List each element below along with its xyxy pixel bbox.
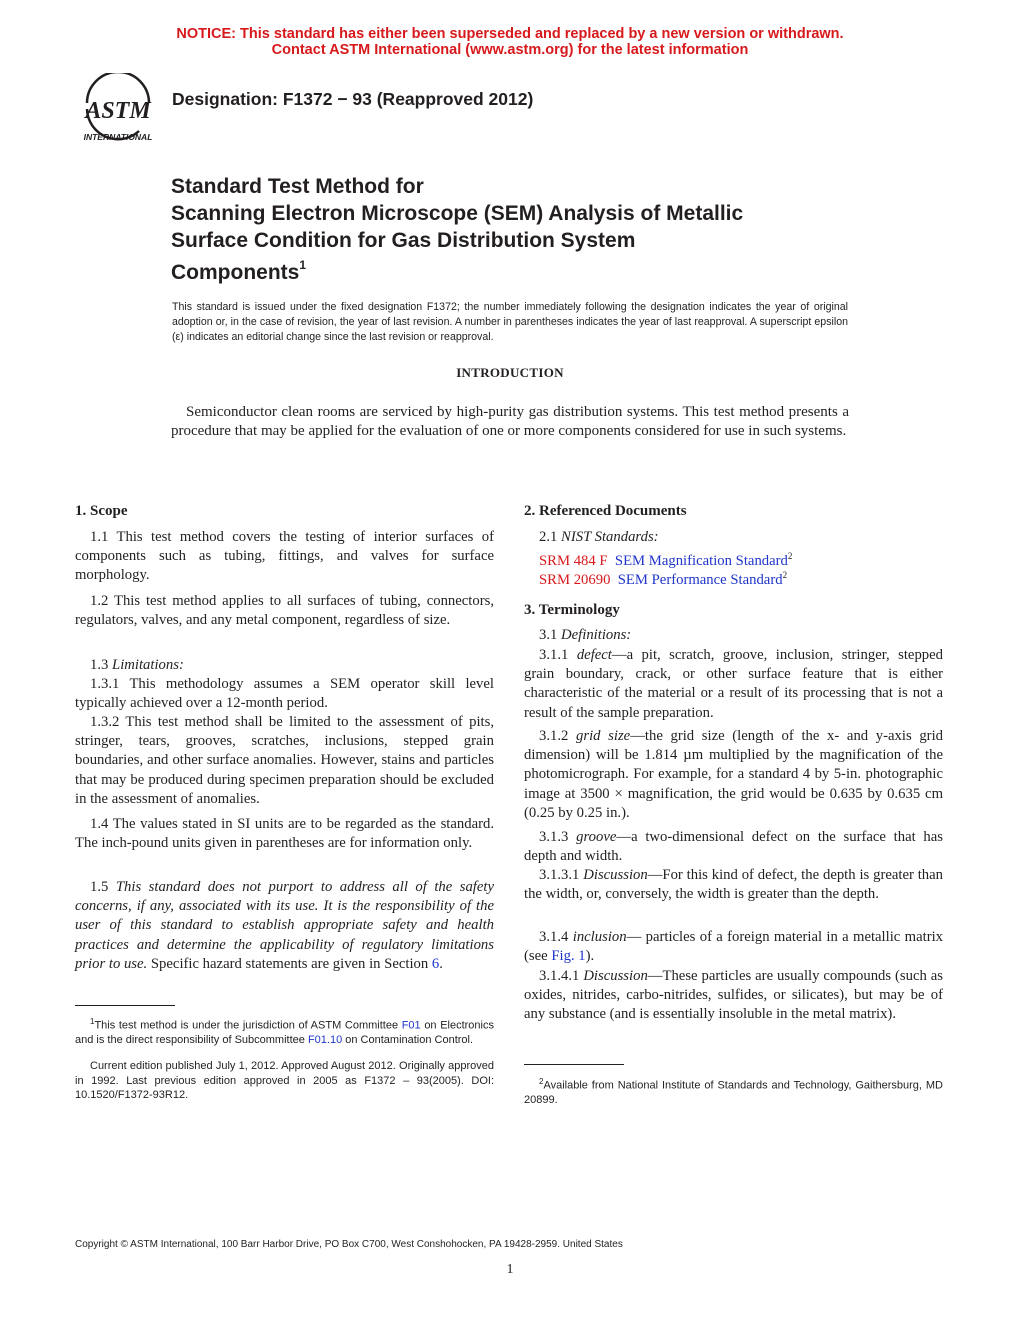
srm-484f-ref: 2 (787, 551, 793, 561)
para-3-1-4-text: — particles of a foreign material in a metallic matrix (see (524, 929, 944, 965)
committee-f01-link[interactable]: F01 (401, 1019, 421, 1032)
term-discussion-groove: Discussion (583, 867, 648, 883)
para-1-3 (75, 656, 494, 675)
para-1-5-tail: Specific hazard statements are given in Section (147, 955, 432, 972)
para-2-1-num: 2.1 (539, 529, 562, 545)
para-1-4: 1.4 The values stated in SI units are to be regarded as the standard. The inch-pound units given in parentheses are for information only. (75, 816, 494, 852)
para-3-1-4-1-text: —These particles are usually compounds (such as oxides, nitrides, carbo-nitrides, sulfides, or silicates), but may be of any substance (and is essentially insoluble in the metal matrix). (524, 968, 944, 1023)
term-defect: defect (576, 647, 612, 663)
para-1-3-num: 1.3 (90, 657, 113, 673)
terminology-heading: 3. Terminology (524, 602, 620, 618)
section-6-link[interactable]: 6 (431, 955, 440, 972)
para-3-1-2 (524, 727, 943, 823)
definitions-label: Definitions: (561, 627, 632, 643)
subcommittee-f0110-link[interactable]: F01.10 (307, 1034, 343, 1047)
title-line-1: Standard Test Method for (171, 175, 424, 198)
para-3-1-4-1 (524, 967, 943, 1025)
title-line-3: Surface Condition for Gas Distribution System (171, 229, 636, 252)
para-3-1-2-text: —the grid size (length of the x- and y-axis grid dimension) will be 1.814 µm multiplied by the magnification of the photomicrograph. For example, for a standard 4 by 5-in. photographic image at 3500 × magnification, the grid would be 0.635 by 0.635 cm (0.25 by 0.25 in.). (524, 728, 943, 821)
designation: Designation: F1372 − 93 (Reapproved 2012) (172, 89, 534, 109)
issuance-note: This standard is issued under the fixed designation F1372; the number immediately following the designation indicates the year of original adoption or, in the case of revision, the year of last revision. A number in parentheses indicates the year of last reapproval. A superscript epsilon (ε) indicates an editorial change since the last revision or reapproval. (172, 301, 848, 343)
para-3-1-1-text: —a pit, scratch, groove, inclusion, stringer, stepped grain boundary, crack, or other surface feature that is either characteristic of the material or a result of its processing that is not a result of the sample preparation. (524, 647, 943, 721)
footnote-1 (75, 1015, 494, 1048)
footnote-rule-right (524, 1064, 624, 1065)
nist-standards-label: NIST Standards: (561, 529, 659, 545)
para-3-1-4 (524, 928, 943, 966)
footnote-2-mark: 2 (539, 1077, 544, 1086)
title-components: Components (171, 261, 300, 284)
para-3-1 (524, 626, 943, 645)
para-1-5-end: . (439, 955, 443, 972)
srm-20690-line (524, 566, 943, 590)
para-1-3-1: 1.3.1 This methodology assumes a SEM operator skill level typically achieved over a 12-month period. (75, 676, 494, 712)
srm-484f-link[interactable]: SEM Magnification Standard (614, 552, 788, 569)
notice-line-2: Contact ASTM International (www.astm.org) for the latest information (271, 42, 749, 58)
fig-1-link[interactable]: Fig. 1 (551, 948, 586, 965)
para-3-1-3-num: 3.1.3 (539, 829, 577, 845)
para-3-1-3-1-text: —For this kind of defect, the depth is greater than the width, or, conversely, the width is greater than the depth. (524, 867, 944, 903)
srm-20690-ref: 2 (782, 570, 788, 580)
limitations-label: Limitations: (112, 657, 184, 673)
para-3-1-4-end: ). (585, 948, 595, 965)
para-1-5-num: 1.5 (90, 879, 116, 895)
footnote-1-text-c: on Contamination Control. (342, 1034, 474, 1047)
para-3-1-3-text: —a two-dimensional defect on the surface that has depth and width. (524, 829, 943, 865)
title-footnote-ref: 1 (299, 258, 307, 272)
footnote-1-mark: 1 (90, 1017, 95, 1026)
title-line-4 (171, 254, 306, 286)
term-discussion-inclusion: Discussion (583, 968, 648, 984)
copyright: Copyright © ASTM International, 100 Barr Harbor Drive, PO Box C700, West Conshohocken, PA 19428-2959. United States (75, 1239, 623, 1250)
srm-20690-code[interactable]: SRM 20690 (539, 571, 611, 588)
introduction-text: Semiconductor clean rooms are serviced by high-purity gas distribution systems. This test method presents a procedure that may be applied for the evaluation of one or more components considered for use in such systems. (171, 404, 849, 440)
para-3-1-3-1 (524, 866, 943, 904)
para-1-3-2: 1.3.2 This test method shall be limited to the assessment of pits, stringer, tears, grooves, scratches, inclusions, stepped grain boundaries, and other surface anomalies. However, stains and particles that may be produced during specimen preparation should be excluded in the assessment of anomalies. (75, 714, 494, 807)
para-1-2: 1.2 This test method applies to all surfaces of tubing, connectors, regulators, valves, and any metal component, regardless of size. (75, 593, 494, 629)
term-inclusion: inclusion (572, 929, 627, 945)
term-grid-size: grid size (576, 728, 631, 744)
logo-text: ASTM (85, 98, 151, 124)
footnote-1-text-b: on Electronics and is the direct responsibility of Subcommittee (75, 1019, 494, 1047)
para-1-5 (75, 878, 494, 974)
footnote-2-text: Available from National Institute of Standards and Technology, Gaithersburg, MD 20899. (524, 1079, 943, 1107)
term-groove: groove (576, 829, 617, 845)
footnote-1-edition: Current edition published July 1, 2012. Approved August 2012. Originally approved in 1992. Last previous edition approved in 2005 as F1372 – 93(2005). DOI: 10.1520/F1372-93R12. (75, 1060, 494, 1101)
para-1-1: 1.1 This test method covers the testing of interior surfaces of components such as tubing, fittings, and valves for surface morphology. (75, 529, 494, 584)
footnote-2 (524, 1075, 943, 1108)
footnote-1-text-a: This test method is under the jurisdiction of ASTM Committee (94, 1019, 402, 1032)
footnote-rule-left (75, 1005, 175, 1006)
para-3-1-4-1-num: 3.1.4.1 (539, 968, 584, 984)
introduction-heading: INTRODUCTION (456, 365, 564, 380)
para-3-1-3-1-num: 3.1.3.1 (539, 867, 584, 883)
title-line-2: Scanning Electron Microscope (SEM) Analysis of Metallic (171, 202, 744, 225)
srm-484f-code[interactable]: SRM 484 F (539, 552, 608, 569)
refdocs-heading: 2. Referenced Documents (524, 503, 687, 519)
srm-20690-link[interactable]: SEM Performance Standard (617, 571, 783, 588)
safety-statement: This standard does not purport to address all of the safety concerns, if any, associated with its use. It is the responsibility of the user of this standard to establish appropriate safety and health practices and determine the applicability of regulatory limitations prior to use. (75, 879, 495, 972)
para-2-1 (524, 528, 943, 547)
page-number: 1 (506, 1262, 514, 1277)
notice-line-1: NOTICE: This standard has either been superseded and replaced by a new version or withdrawn. (176, 26, 844, 42)
logo-subtext: INTERNATIONAL (83, 132, 153, 142)
para-3-1-4-num: 3.1.4 (539, 929, 573, 945)
scope-heading: 1. Scope (75, 503, 128, 519)
para-3-1-1-num: 3.1.1 (539, 647, 577, 663)
para-3-1-1 (524, 646, 943, 723)
para-3-1-3 (524, 828, 943, 866)
para-3-1-2-num: 3.1.2 (539, 728, 577, 744)
astm-logo (73, 73, 163, 145)
para-3-1-num: 3.1 (539, 627, 562, 643)
